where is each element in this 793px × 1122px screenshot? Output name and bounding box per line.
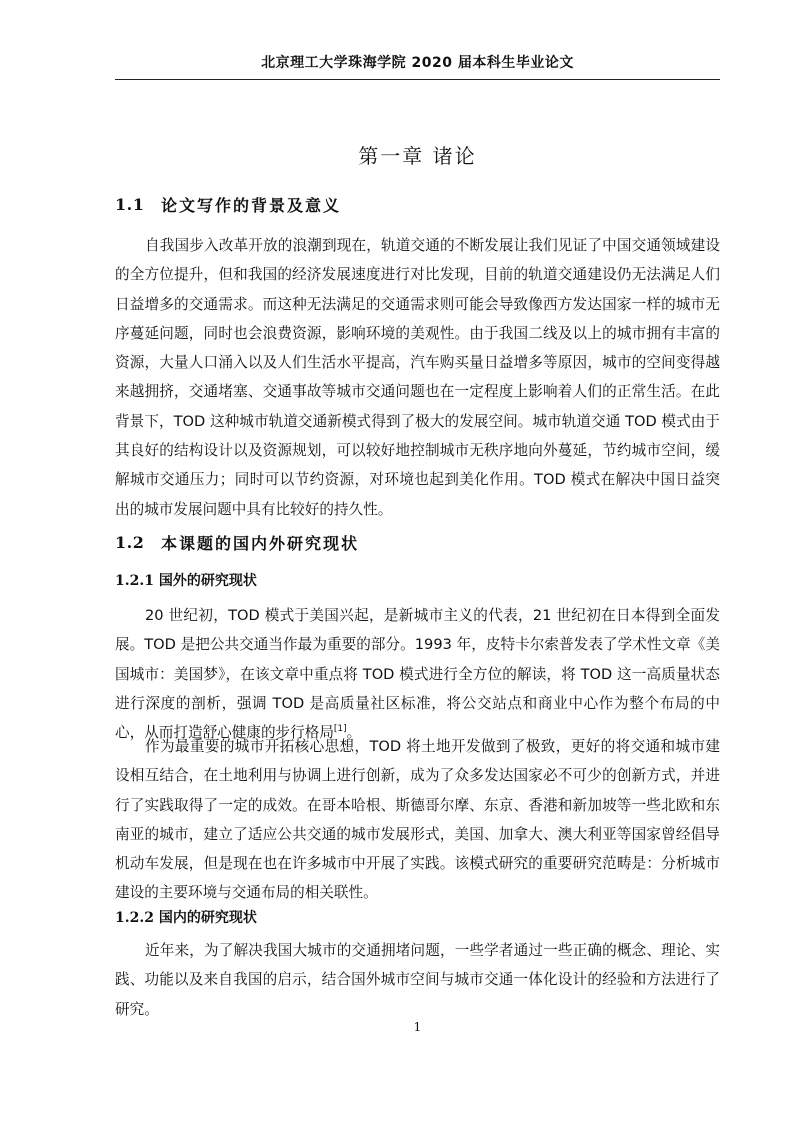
- paragraph-text: 20 世纪初，TOD 模式于美国兴起，是新城市主义的代表，21 世纪初在日本得到全面发展。TOD 是把公共交通当作最为重要的部分。1993 年，皮特卡尔索普发表了学术性文章《美国城市：美国梦》，在该文章中重点将 TOD 模式进行全方位的解读，将 TOD 这一高质量状态进行深度的剖析，强调 TOD 是高质量社区标准，将公交站点和商业中心作为整个布局的中心，从而打造舒心健康的步行格局: [115, 607, 720, 742]
- subsection-number: 1.2.2: [115, 910, 154, 926]
- running-header: 北京理工大学珠海学院 2020 届本科生毕业论文: [261, 55, 574, 71]
- body-paragraph: [115, 601, 720, 747]
- section-number: 1.1: [115, 195, 145, 214]
- subsection-heading-1-2-2: [115, 907, 720, 927]
- subsection-number: 1.2.1: [115, 573, 154, 589]
- subsection-title: 国内的研究现状: [158, 910, 257, 926]
- body-paragraph: 作为最重要的城市开拓核心思想，TOD 将土地开发做到了极致，更好的将交通和城市建设相互结合，在土地利用与协调上进行创新，成为了众多发达国家必不可少的创新方式，并进行了实践取得了一定的成效。在哥本哈根、斯德哥尔摩、东京、香港和新加坡等一些北欧和东南亚的城市，建立了适应公共交通的城市发展形式，美国、加拿大、澳大利亚等国家曾经倡导机动车发展，但是现在也在许多城市中开展了实践。该模式研究的重要研究范畴是：分析城市建设的主要环境与交通布局的相关联性。: [115, 738, 720, 902]
- section-title: 本课题的国内外研究现状: [161, 534, 360, 553]
- section-number: 1.2: [115, 533, 145, 552]
- body-paragraph: 自我国步入改革开放的浪潮到现在，轨道交通的不断发展让我们见证了中国交通领域建设的全方位提升，但和我国的经济发展速度进行对比发现，目前的轨道交通建设仍无法满足人们日益增多的交通需求。而这种无法满足的交通需求则可能会导致像西方发达国家一样的城市无序蔓延问题，同时也会浪费资源，影响环境的美观性。由于我国二线及以上的城市拥有丰富的资源，大量人口涌入以及人们生活水平提高，汽车购买量日益增多等原因，城市的空间变得越来越拥挤，交通堵塞、交通事故等城市交通问题也在一定程度上影响着人们的正常生活。在此背景下，TOD 这种城市轨道交通新模式得到了极大的发展空间。城市轨道交通 TOD 模式由于其良好的结构设计以及资源规划，可以较好地控制城市无秩序地向外蔓延，节约城市空间，缓解城市交通压力；同时可以节约资源，对环境也起到美化作用。TOD 模式在解决中国日益突出的城市发展问题中具有比较好的持久性。: [115, 237, 720, 518]
- subsection-heading-1-2-1: [115, 570, 720, 590]
- body-paragraph: 近年来，为了解决我国大城市的交通拥堵问题，一些学者通过一些正确的概念、理论、实践、功能以及来自我国的启示，结合国外城市空间与城市交通一体化设计的经验和方法进行了研究。: [115, 942, 720, 1018]
- page-number: 1: [413, 1020, 422, 1034]
- header-rule: [115, 79, 720, 80]
- paragraph-end-punct: 。: [346, 724, 362, 742]
- section-heading-1-1: [115, 193, 720, 216]
- subsection-title: 国外的研究现状: [158, 573, 257, 589]
- section-heading-1-2: [115, 531, 720, 554]
- chapter-title: 第一章 诸论: [358, 144, 477, 168]
- citation-marker: [1]: [333, 724, 347, 735]
- section-title: 论文写作的背景及意义: [161, 196, 342, 215]
